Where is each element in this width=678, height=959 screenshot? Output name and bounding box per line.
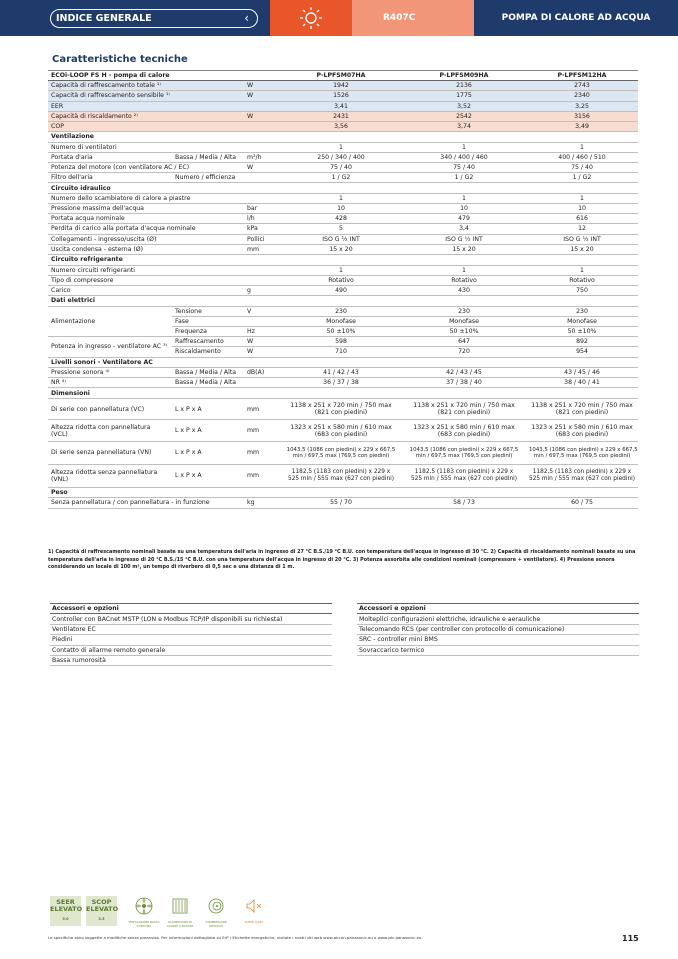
table-row: Numero circuiti refrigeranti 1 1 1 xyxy=(48,265,638,275)
accessories-right-table xyxy=(357,603,639,656)
table-row: Pressione massima dell'acqua bar 10 10 10 xyxy=(48,204,638,214)
table-row: Numero di ventilatori 1 1 1 xyxy=(48,142,638,152)
table-row: Perdita di carico alla portata d'acqua nominale kPa 5 3,4 12 xyxy=(48,224,638,234)
model-09: P-LPFSM09HA xyxy=(402,71,526,81)
table-row: NR ⁴⁾ Bassa / Media / Alta 36 / 37 / 38 37 / 38 / 40 38 / 40 / 41 xyxy=(48,378,638,388)
table-row: Uscita condensa - esterna (Ø) mm 15 x 20 15 x 20 15 x 20 xyxy=(48,244,638,254)
section-title: Caratteristiche tecniche xyxy=(52,54,188,65)
table-row: Potenza del motore (con ventilatore AC / EC) W 75 / 40 75 / 40 75 / 40 xyxy=(48,163,638,173)
footnotes: 1) Capacità di raffrescamento nominali basate su una temperatura dell'aria in ingresso di 27 °C B.S./19 °C B.U. con temperatura dell'acqua in ingresso di 30 °C. 2) Capacità di riscaldamento nominali basate su una temperatura dell'aria in ingresso di 20 °C B.S./15 °C B.U. con una temperatura dell'acqua in ingresso di 20 °C. 3) Potenza assorbita alle condizioni nominali (compressore + ventilatore). 4) Pressione sonora considerando un locale di 100 m², un tempo di riverbero di 0,5 sec e una distanza di 1 m. xyxy=(48,549,636,571)
table-row: Di serie senza pannellatura (VN) L x P x A mm 1043,5 (1086 con piedini) x 229 x 667,5 min / 697,5 max (769,5 con piedini) 1043,5 (1086 con piedini) x 229 x 667,5 min / 697,5 max (769,5 con piedini) 1043,5 (1086 con piedini) x 229 x 667,5 min / 697,5 max (769,5 con piedini) xyxy=(48,441,638,464)
plate-exchanger-feature: SCAMBIATORE DI CALORE A PIASTRE xyxy=(164,896,196,928)
table-header-row: ECOi-LOOP FS H - pompa di calore P-LPFSM07HA P-LPFSM09HA P-LPFSM12HA xyxy=(48,71,638,81)
accessories-left-title: Accessori e opzioni xyxy=(50,604,332,614)
table-row: Capacità di raffrescamento sensibile ¹⁾ W 1526 1775 2340 xyxy=(48,91,638,101)
refrigerant-tab: R407C xyxy=(352,0,474,36)
sun-icon xyxy=(299,6,323,30)
index-button[interactable] xyxy=(50,9,258,28)
table-row: Potenza in ingresso - ventilatore AC ³⁾ Raffrescamento W 598 647 892 xyxy=(48,337,638,347)
model-07: P-LPFSM07HA xyxy=(280,71,402,81)
spec-table xyxy=(48,70,638,509)
table-row: Collegamenti - ingresso/uscita (Ø) Pollici ISO G ½ INT ISO G ½ INT ISO G ½ INT xyxy=(48,234,638,244)
table-row: Capacità di raffrescamento totale ¹⁾ W 1942 2136 2743 xyxy=(48,81,638,91)
group-circuito-refrigerante: Circuito refrigerante xyxy=(48,255,638,266)
table-row: Numero dello scambiatore di calore a piastre 1 1 1 xyxy=(48,193,638,203)
page-title: POMPA DI CALORE AD ACQUA xyxy=(501,13,651,23)
fan-icon xyxy=(134,896,154,916)
seer-badge: SEER ELEVATO 5.0 xyxy=(50,896,81,926)
table-row: Altezza ridotta senza pannellatura (VNL) L x P x A mm 1182,5 (1183 con piedini) x 229 x 525 min / 555 max (627 con piedini) 1182,5 (1183 con piedini) x 229 x 525 min / 555 max (627 con piedini) 1182,5 (1183 con piedini) x 229 x 525 min / 555 max (627 con piedini) xyxy=(48,464,638,487)
super-quiet-feature: SUPER QUIET xyxy=(238,896,270,925)
table-row: Di serie con pannellatura (VC) L x P x A mm 1138 x 251 x 720 min / 750 max (821 con piedini) 1138 x 251 x 720 min / 750 max (821 con piedini) 1138 x 251 x 720 min / 750 max (821 con piedini) xyxy=(48,398,638,420)
page-number: 115 xyxy=(622,934,639,943)
table-row: Tipo di compressore Rotativo Rotativo Rotativo xyxy=(48,275,638,285)
list-item: Molteplici configurazioni elettriche, idrauliche e aerauliche xyxy=(357,614,639,624)
list-item: Piedini xyxy=(50,635,332,645)
scop-badge: SCOP ELEVATO 3.5 xyxy=(86,896,117,926)
header-bar xyxy=(0,0,678,36)
table-row: Portata acqua nominale l/h 428 479 616 xyxy=(48,214,638,224)
table-row: Portata d'aria Bassa / Media / Alta m³/h 250 / 340 / 400 340 / 400 / 460 400 / 460 / 510 xyxy=(48,152,638,162)
group-peso: Peso xyxy=(48,487,638,498)
group-dati-elettrici: Dati elettrici xyxy=(48,296,638,307)
table-row: Alimentazione Tensione V 230 230 230 xyxy=(48,306,638,316)
list-item: SRC - controller mini BMS xyxy=(357,635,639,645)
table-row: Pressione sonora ⁴⁾ Bassa / Media / Alta dB(A) 41 / 42 / 43 42 / 43 / 45 43 / 45 / 46 xyxy=(48,368,638,378)
table-row: Capacità di riscaldamento ²⁾ W 2431 2542 3156 xyxy=(48,111,638,121)
table-row: Filtro dell'aria Numero / efficienza 1 / G2 1 / G2 1 / G2 xyxy=(48,173,638,183)
list-item: Ventilatore EC xyxy=(50,624,332,634)
table-row: Carico g 490 430 750 xyxy=(48,285,638,295)
speaker-mute-icon xyxy=(244,896,264,916)
fan-low-consumption: VENTILAZIONE BASSO CONSUMO xyxy=(128,896,160,928)
group-circuito-idraulico: Circuito idraulico xyxy=(48,183,638,194)
table-row: Altezza ridotta con pannellatura (VCL) L x P x A mm 1323 x 251 x 580 min / 610 max (683 con piedini) 1323 x 251 x 580 min / 610 max (683 con piedini) 1323 x 251 x 580 min / 610 max (683 con piedini) xyxy=(48,420,638,442)
table-row: Frequenza Hz 50 ±10% 50 ±10% 50 ±10% xyxy=(48,326,638,336)
model-12: P-LPFSM12HA xyxy=(526,71,638,81)
rotary-compressor-feature: COMPRESSORE ROTATIVO xyxy=(200,896,232,928)
table-row: Fase Monofase Monofase Monofase xyxy=(48,316,638,326)
chevron-left-icon: ‹ xyxy=(244,11,249,25)
list-item: Telecomando RCS (per controller con protocollo di comunicazione) xyxy=(357,624,639,634)
list-item: Bassa rumorosità xyxy=(50,655,332,665)
heat-pump-tab xyxy=(270,0,352,36)
footer-disclaimer: Le specifiche sono soggette a modifiche senza preavviso. Per informazioni dettagliate su ErP / Etichette energetiche, visitate i nostri siti web www.aircon.panasonic.eu o www.ptc.panasonic.eu. xyxy=(48,935,423,940)
table-row: Senza pannellatura / con pannellatura - in funzione kg 55 / 70 58 / 73 60 / 75 xyxy=(48,498,638,508)
plate-exchanger-icon xyxy=(170,896,190,916)
accessories-left-table xyxy=(50,603,332,666)
list-item: Controller con BACnet MSTP (LON e Modbus TCP/IP disponibili su richiesta) xyxy=(50,614,332,624)
table-row: Riscaldamento W 710 720 954 xyxy=(48,347,638,357)
group-dimensioni: Dimensioni xyxy=(48,388,638,399)
group-livelli-sonori: Livelli sonori - Ventilatore AC xyxy=(48,357,638,368)
compressor-icon xyxy=(206,896,226,916)
table-row: EER 3,41 3,52 3,25 xyxy=(48,101,638,111)
list-item: Sovraccarico termico xyxy=(357,645,639,655)
accessories-right-title: Accessori e opzioni xyxy=(357,604,639,614)
table-row: COP 3,56 3,74 3,49 xyxy=(48,121,638,131)
group-ventilazione: Ventilazione xyxy=(48,132,638,143)
index-label: INDICE GENERALE xyxy=(56,13,152,24)
list-item: Contatto di allarme remoto generale xyxy=(50,645,332,655)
